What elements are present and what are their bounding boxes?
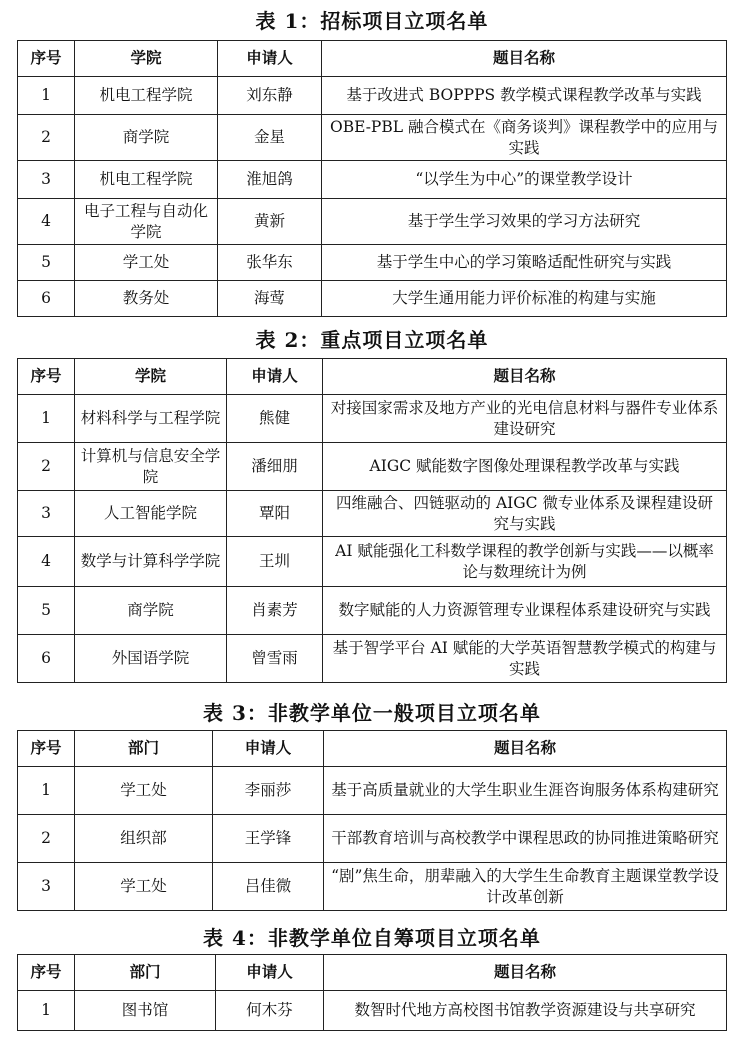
cell-applicant: 海莺 xyxy=(218,281,322,317)
cell-college: 机电工程学院 xyxy=(75,161,218,199)
cell-department: 组织部 xyxy=(75,815,213,863)
cell-index: 2 xyxy=(18,115,75,161)
cell-topic: 四维融合、四链驱动的 AIGC 微专业体系及课程建设研究与实践 xyxy=(323,491,727,537)
cell-applicant: 曾雪雨 xyxy=(227,635,323,683)
cell-index: 1 xyxy=(18,767,75,815)
cell-topic: 数字赋能的人力资源管理专业课程体系建设研究与实践 xyxy=(323,587,727,635)
header-department: 部门 xyxy=(75,731,213,767)
table-row xyxy=(18,443,727,491)
header-index: 序号 xyxy=(18,731,75,767)
cell-topic: 基于学生学习效果的学习方法研究 xyxy=(322,199,727,245)
header-department: 部门 xyxy=(75,955,216,991)
cell-topic: 对接国家需求及地方产业的光电信息材料与器件专业体系建设研究 xyxy=(323,395,727,443)
cell-college: 数学与计算科学学院 xyxy=(75,537,227,587)
cell-index: 5 xyxy=(18,587,75,635)
table-3 xyxy=(17,730,727,911)
header-applicant: 申请人 xyxy=(216,955,324,991)
header-topic: 题目名称 xyxy=(322,41,727,77)
cell-index: 2 xyxy=(18,815,75,863)
cell-index: 3 xyxy=(18,863,75,911)
cell-topic: OBE-PBL 融合模式在《商务谈判》课程教学中的应用与实践 xyxy=(322,115,727,161)
table-1-title: 表 1：招标项目立项名单 xyxy=(255,9,489,33)
cell-college: 外国语学院 xyxy=(75,635,227,683)
cell-topic: 基于学生中心的学习策略适配性研究与实践 xyxy=(322,245,727,281)
table-4 xyxy=(17,954,727,1031)
cell-topic: “剧”焦生命，朋辈融入的大学生生命教育主题课堂教学设计改革创新 xyxy=(324,863,727,911)
header-index: 序号 xyxy=(18,359,75,395)
cell-department: 学工处 xyxy=(75,767,213,815)
cell-topic: AI 赋能强化工科数学课程的教学创新与实践——以概率论与数理统计为例 xyxy=(323,537,727,587)
table-row xyxy=(18,395,727,443)
table-row xyxy=(18,635,727,683)
table-2 xyxy=(17,358,727,683)
cell-applicant: 刘东静 xyxy=(218,77,322,115)
cell-index: 1 xyxy=(18,395,75,443)
cell-index: 1 xyxy=(18,991,75,1031)
cell-applicant: 黄新 xyxy=(218,199,322,245)
header-topic: 题目名称 xyxy=(324,955,727,991)
header-topic: 题目名称 xyxy=(324,731,727,767)
cell-applicant: 金星 xyxy=(218,115,322,161)
cell-college: 学工处 xyxy=(75,245,218,281)
cell-applicant: 覃阳 xyxy=(227,491,323,537)
cell-applicant: 李丽莎 xyxy=(213,767,324,815)
header-applicant: 申请人 xyxy=(213,731,324,767)
cell-college: 人工智能学院 xyxy=(75,491,227,537)
cell-topic: 干部教育培训与高校教学中课程思政的协同推进策略研究 xyxy=(324,815,727,863)
cell-index: 3 xyxy=(18,491,75,537)
cell-applicant: 王学锋 xyxy=(213,815,324,863)
table-row xyxy=(18,587,727,635)
table-row xyxy=(18,281,727,317)
cell-applicant: 熊健 xyxy=(227,395,323,443)
table-row xyxy=(18,815,727,863)
table-2-header-row xyxy=(18,359,727,395)
table-row xyxy=(18,245,727,281)
cell-applicant: 何木芬 xyxy=(216,991,324,1031)
cell-index: 5 xyxy=(18,245,75,281)
table-row xyxy=(18,77,727,115)
table-row xyxy=(18,199,727,245)
cell-applicant: 潘细朋 xyxy=(227,443,323,491)
cell-department: 图书馆 xyxy=(75,991,216,1031)
cell-applicant: 吕佳微 xyxy=(213,863,324,911)
cell-college: 机电工程学院 xyxy=(75,77,218,115)
header-topic: 题目名称 xyxy=(323,359,727,395)
table-4-header-row xyxy=(18,955,727,991)
table-row xyxy=(18,491,727,537)
table-row xyxy=(18,537,727,587)
table-3-title: 表 3：非教学单位一般项目立项名单 xyxy=(203,701,541,725)
header-index: 序号 xyxy=(18,955,75,991)
table-1-header-row xyxy=(18,41,727,77)
cell-college: 计算机与信息安全学院 xyxy=(75,443,227,491)
table-row xyxy=(18,863,727,911)
cell-index: 2 xyxy=(18,443,75,491)
header-index: 序号 xyxy=(18,41,75,77)
cell-college: 教务处 xyxy=(75,281,218,317)
table-row xyxy=(18,161,727,199)
table-1 xyxy=(17,40,727,317)
header-college: 学院 xyxy=(75,41,218,77)
cell-college: 商学院 xyxy=(75,115,218,161)
cell-college: 电子工程与自动化学院 xyxy=(75,199,218,245)
cell-index: 3 xyxy=(18,161,75,199)
cell-applicant: 王圳 xyxy=(227,537,323,587)
table-row xyxy=(18,991,727,1031)
cell-index: 4 xyxy=(18,537,75,587)
table-row xyxy=(18,115,727,161)
cell-index: 6 xyxy=(18,635,75,683)
table-3-header-row xyxy=(18,731,727,767)
cell-index: 4 xyxy=(18,199,75,245)
header-applicant: 申请人 xyxy=(227,359,323,395)
cell-topic: 数智时代地方高校图书馆教学资源建设与共享研究 xyxy=(324,991,727,1031)
cell-college: 商学院 xyxy=(75,587,227,635)
cell-department: 学工处 xyxy=(75,863,213,911)
header-applicant: 申请人 xyxy=(218,41,322,77)
cell-topic: 大学生通用能力评价标准的构建与实施 xyxy=(322,281,727,317)
table-row xyxy=(18,767,727,815)
header-college: 学院 xyxy=(75,359,227,395)
cell-applicant: 淮旭鸽 xyxy=(218,161,322,199)
cell-topic: 基于高质量就业的大学生职业生涯咨询服务体系构建研究 xyxy=(324,767,727,815)
cell-index: 1 xyxy=(18,77,75,115)
cell-topic: AIGC 赋能数字图像处理课程教学改革与实践 xyxy=(323,443,727,491)
cell-topic: 基于智学平台 AI 赋能的大学英语智慧教学模式的构建与实践 xyxy=(323,635,727,683)
table-2-title: 表 2：重点项目立项名单 xyxy=(255,328,489,352)
cell-college: 材料科学与工程学院 xyxy=(75,395,227,443)
table-4-title: 表 4：非教学单位自筹项目立项名单 xyxy=(203,926,541,950)
cell-applicant: 张华东 xyxy=(218,245,322,281)
cell-applicant: 肖素芳 xyxy=(227,587,323,635)
cell-index: 6 xyxy=(18,281,75,317)
cell-topic: 基于改进式 BOPPPS 教学模式课程教学改革与实践 xyxy=(322,77,727,115)
cell-topic: “以学生为中心”的课堂教学设计 xyxy=(322,161,727,199)
